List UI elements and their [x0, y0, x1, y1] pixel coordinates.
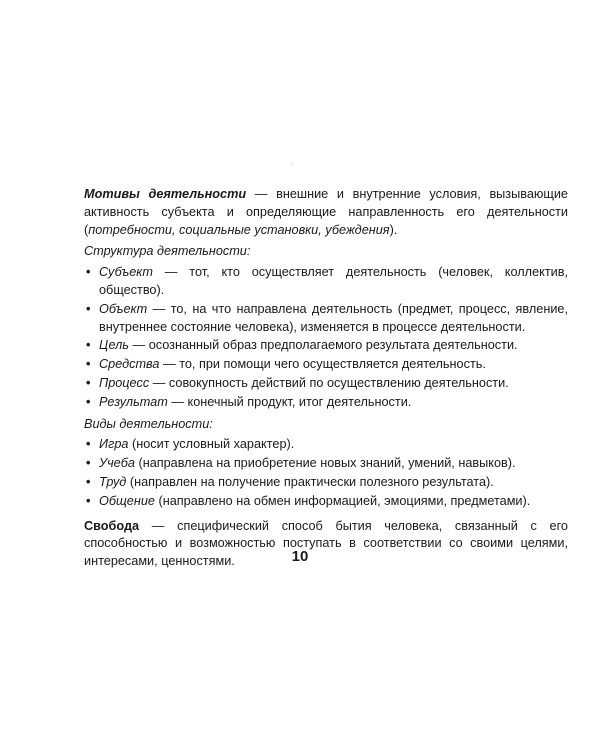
list-item-text: (направлена на приобретение новых знаний, умений, навыков).: [134, 456, 516, 471]
list-item-term: Процесс: [99, 375, 150, 390]
list-item-text: — совокупность действий по осуществлению деятельности.: [149, 375, 509, 390]
motives-term: Мотивы деятельности: [84, 187, 247, 201]
structure-heading: Структура деятельности:: [84, 244, 251, 259]
page-body: [84, 186, 568, 571]
list-item-term: Учеба: [99, 456, 135, 471]
list-item-term: Средства: [99, 357, 160, 372]
list-item-term: Результат: [99, 394, 168, 409]
types-item-study: [84, 455, 568, 473]
freedom-definition: — специфический способ бытия человека, связанный с его способностью и возможностью поступать в соответствии со своими целями, интересами, ценностями.: [84, 518, 568, 569]
freedom-term: Свобода: [84, 518, 140, 533]
list-item-term: Цель: [99, 338, 129, 353]
list-item-text: — осознанный образ предполагаемого результата деятельности.: [128, 338, 518, 353]
page-speck: [292, 164, 293, 165]
list-item-term: Субъект: [99, 265, 153, 280]
structure-item-result: [84, 394, 568, 412]
structure-item-goal: [84, 337, 568, 355]
list-item-text: (направлено на обмен информацией, эмоциями, предметами).: [154, 493, 531, 508]
structure-item-means: [84, 356, 568, 374]
types-heading: Виды деятельности:: [84, 416, 213, 431]
list-item-text: (носит условный характер).: [128, 437, 295, 452]
types-item-labor: [84, 474, 568, 492]
list-item-term: Объект: [99, 301, 148, 316]
structure-item-object: [84, 301, 568, 337]
list-item-term: Общение: [99, 493, 155, 508]
page-number: 10: [291, 548, 309, 565]
structure-item-subject: [84, 264, 568, 300]
list-item-text: (направлен на получение практически полезного результата).: [126, 474, 494, 489]
motives-closing: ).: [389, 222, 398, 237]
motives-examples: потребности, социальные установки, убеждения: [88, 222, 390, 237]
list-item-text: — то, на что направлена деятельность (предмет, процесс, явление, внутреннее состояние человека), изменяется в процессе деятельности.: [99, 301, 568, 334]
motives-paragraph: [84, 186, 568, 239]
list-item-term: Игра: [99, 437, 129, 452]
types-item-communication: [84, 493, 568, 511]
list-item-text: — тот, кто осуществляет деятельность (человек, коллектив, общество).: [99, 265, 568, 297]
structure-list: [84, 264, 568, 411]
types-item-play: [84, 436, 568, 454]
list-item-term: Труд: [99, 474, 127, 489]
motives-definition: — внешние и внутренние условия, вызывающие активность субъекта и определяющие направленность его деятельности (: [84, 187, 568, 237]
types-list: [84, 436, 568, 510]
list-item-text: — конечный продукт, итог деятельности.: [167, 394, 412, 409]
list-item-text: — то, при помощи чего осуществляется деятельность.: [159, 357, 486, 372]
structure-item-process: [84, 375, 568, 393]
